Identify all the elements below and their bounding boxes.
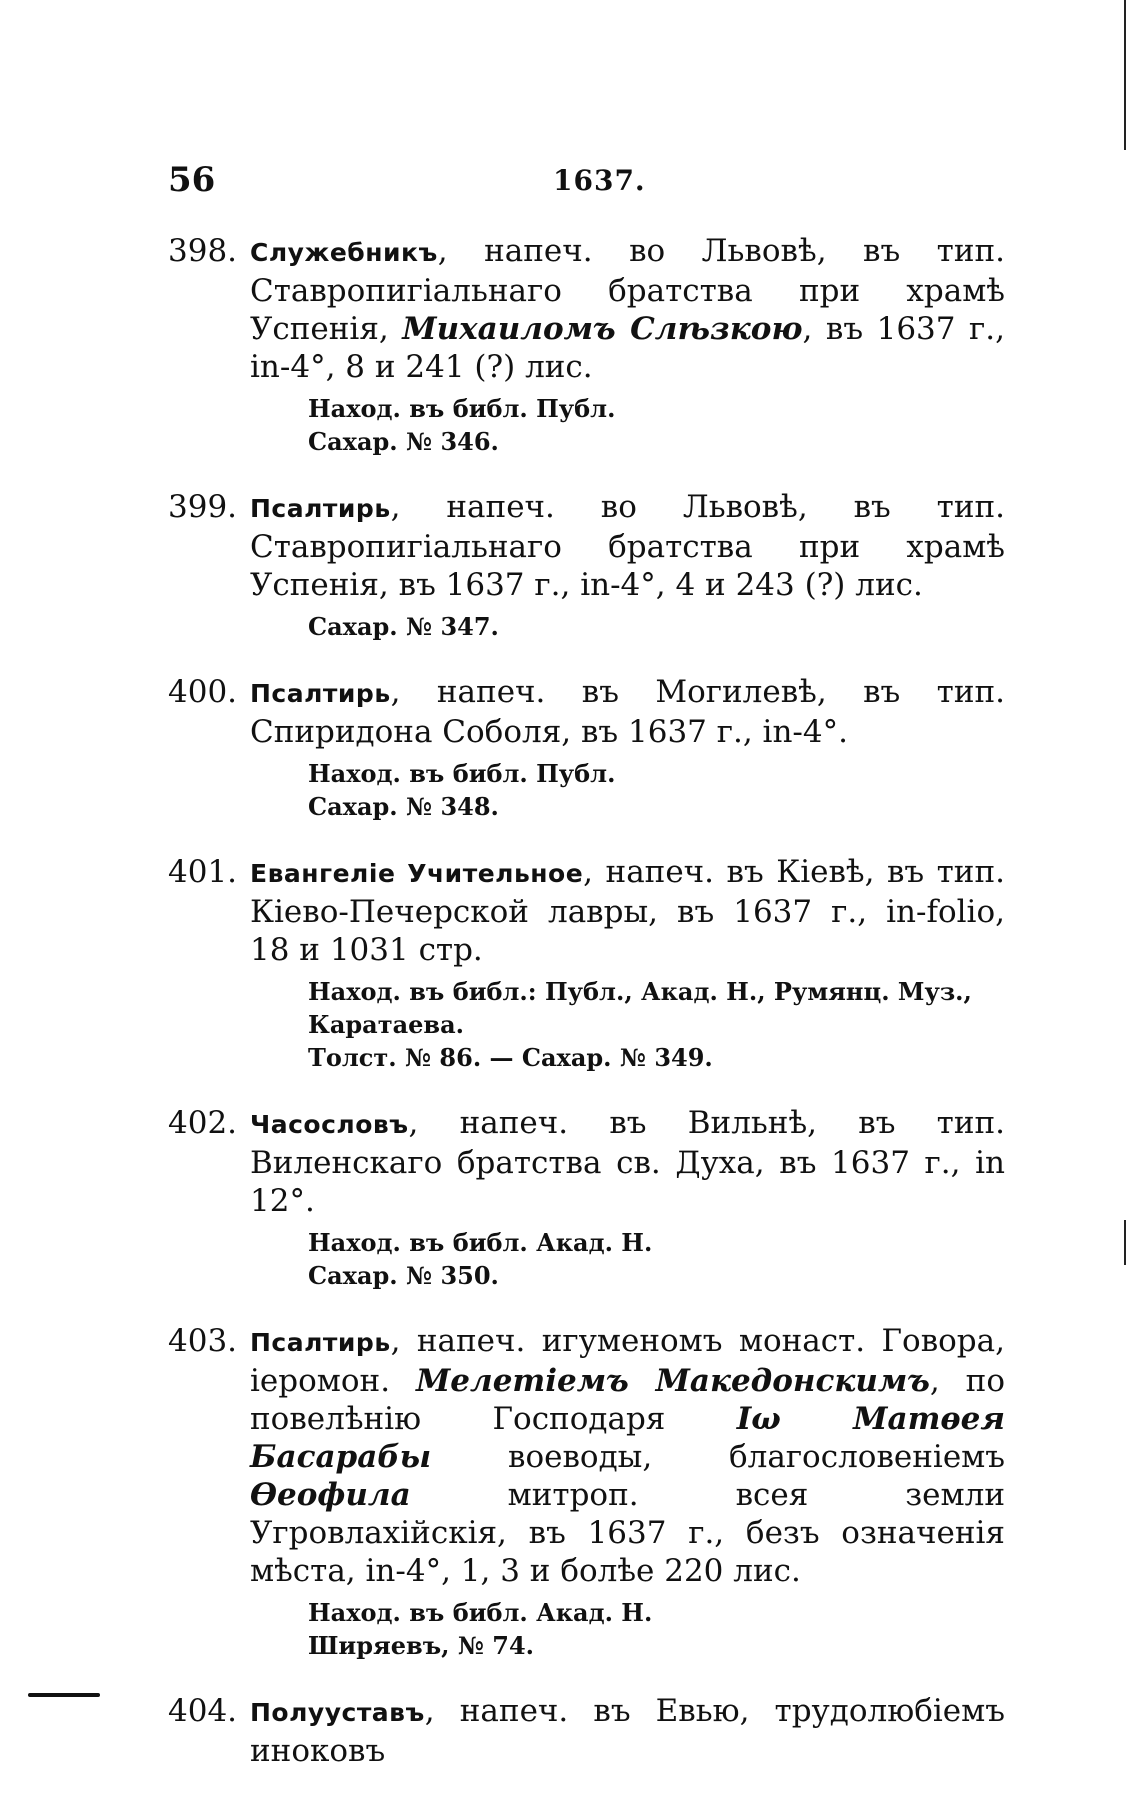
note-line: Наход. въ библ. Акад. Н. [308, 1598, 653, 1627]
entry-403 [0, 1322, 1140, 1662]
entry-number: 398. [168, 233, 238, 269]
entry-title: Часословъ [250, 1110, 409, 1139]
note-line: Ширяевъ, № 74. [308, 1631, 535, 1660]
note-line: Сахар. № 347. [308, 612, 499, 641]
note-line: Наход. въ библ. Акад. Н. [308, 1228, 653, 1257]
entry-notes [308, 1226, 1008, 1292]
entry-title: Псалтирь [250, 1328, 391, 1357]
entry-404 [0, 1692, 1140, 1770]
note-line: Наход. въ библ. Публ. [308, 759, 616, 788]
page-number: 56 [168, 160, 216, 200]
entry-title: Полууставъ [250, 1698, 425, 1727]
note-line: Толст. № 86. — Сахар. № 349. [308, 1043, 713, 1072]
entry-number: 402. [168, 1105, 238, 1141]
entry-title: Псалтирь [250, 494, 391, 523]
entry-list [0, 232, 1140, 1800]
note-line: Сахар. № 350. [308, 1261, 499, 1290]
entry-text: Псалтирь, напеч. въ Могилевѣ, въ тип. Спиридона Соболя, въ 1637 г., in-4°. [250, 674, 1005, 750]
entry-text: Часословъ, напеч. въ Вильнѣ, въ тип. Виленскаго братства св. Духа, въ 1637 г., in 12°. [250, 1105, 1005, 1219]
entry-text: Евангеліе Учительное, напеч. въ Кіевѣ, въ тип. Кіево-Печерской лавры, въ 1637 г., in-folio, 18 и 1031 стр. [250, 854, 1005, 968]
entry-text: Полууставъ, напеч. въ Евью, трудолюбіемъ иноковъ [250, 1693, 1005, 1769]
entry-title: Псалтирь [250, 679, 391, 708]
entry-notes [308, 975, 1008, 1074]
entry-number: 404. [168, 1693, 238, 1729]
entry-text: Служебникъ, напеч. во Львовѣ, въ тип. Ставропигіальнаго братства при храмѣ Успенія, Михаиломъ Слѣзкою, въ 1637 г., in-4°, 8 и 241 (?) лис. [250, 233, 1005, 385]
page-header [168, 160, 998, 200]
entry-number: 400. [168, 674, 238, 710]
entry-notes [308, 757, 1008, 823]
entry-399 [0, 488, 1140, 643]
entry-400 [0, 673, 1140, 823]
entry-401 [0, 853, 1140, 1074]
note-line: Наход. въ библ.: Публ., Акад. Н., Румянц. Муз., Каратаева. [308, 977, 972, 1039]
entry-398 [0, 232, 1140, 458]
note-line: Сахар. № 348. [308, 792, 499, 821]
entry-notes [308, 1596, 1008, 1662]
entry-text: Псалтирь, напеч. во Львовѣ, въ тип. Ставропигіальнаго братства при храмѣ Успенія, въ 1637 г., in-4°, 4 и 243 (?) лис. [250, 489, 1005, 603]
entry-text: Псалтирь, напеч. игуменомъ монаст. Говора, іеромон. Мелетіемъ Македонскимъ, по повелѣнію Господаря Іω Матѳея Басарабы воеводы, благословеніемъ Ѳеофила митроп. всея земли Угровлахійскія, въ 1637 г., безъ означенія мѣста, in-4°, 1, 3 и болѣе 220 лис. [250, 1323, 1005, 1589]
entry-number: 399. [168, 489, 238, 525]
page-edge-line-top [1124, 0, 1126, 150]
running-head: 1637. [553, 164, 646, 197]
note-line: Сахар. № 346. [308, 427, 499, 456]
entry-title: Евангеліе Учительное [250, 859, 584, 888]
entry-402 [0, 1104, 1140, 1292]
note-line: Наход. въ библ. Публ. [308, 394, 616, 423]
entry-title: Служебникъ [250, 238, 438, 267]
entry-number: 401. [168, 854, 238, 890]
entry-notes [308, 610, 1008, 643]
entry-notes [308, 392, 1008, 458]
entry-number: 403. [168, 1323, 238, 1359]
